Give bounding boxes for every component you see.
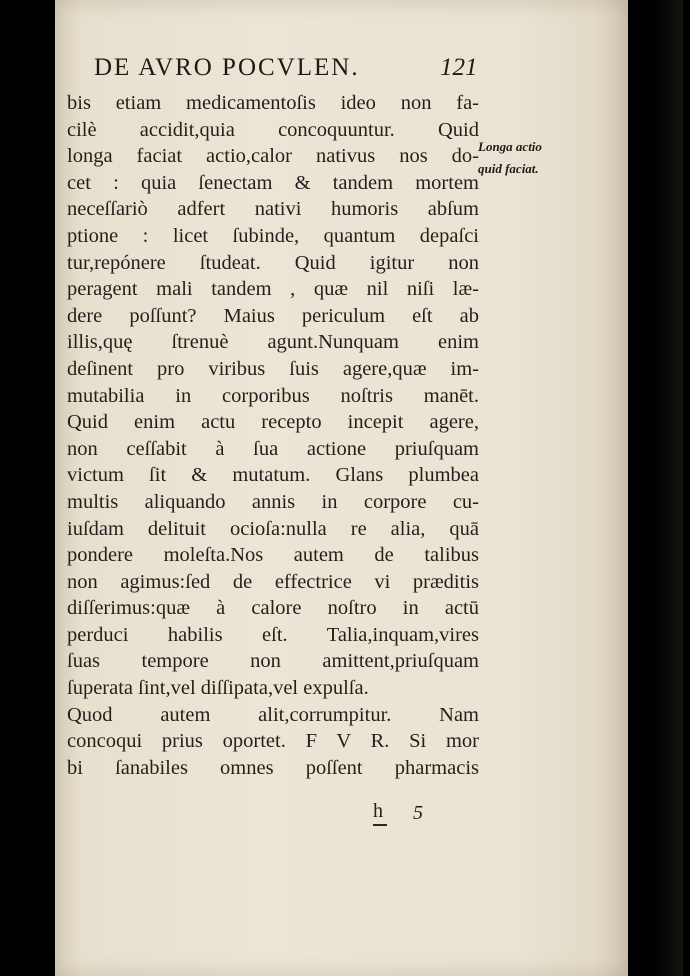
running-title: DE AVRO POCVLEN. [94, 54, 360, 81]
signature-underline [373, 824, 387, 826]
signature-number: 5 [413, 802, 423, 824]
text-line: ſuperata ſint,vel diſſipata,vel expulſa. [67, 677, 369, 700]
text-line: cilè accidit,quia concoquuntur. Quid [67, 118, 479, 141]
text-line: ptione : licet ſubinde, quantum depaſci [67, 224, 479, 247]
text-line: ſuas tempore non amittent,priuſquam [67, 650, 479, 673]
signature-letter: h [373, 800, 383, 822]
page-number: 121 [440, 54, 478, 81]
text-line: deſinent pro viribus ſuis agere,quæ im- [67, 357, 479, 380]
text-line: dere poſſunt? Maius periculum eſt ab [67, 304, 479, 327]
text-line: tur,repónere ſtudeat. Quid igitur non [67, 251, 479, 274]
page-edge-shadow [653, 0, 683, 976]
text-line: neceſſariò adfert nativi humoris abſum [67, 198, 479, 221]
text-line: Quid enim actu recepto incepit agere, [67, 411, 479, 434]
text-line: victum ſit & mutatum. Glans plumbea [67, 464, 479, 487]
text-line: mutabilia in corporibus noſtris manēt. [67, 384, 479, 407]
text-line: illis,quę ſtrenuè agunt.Nunquam enim [67, 331, 479, 354]
text-line: perduci habilis eſt. Talia,inquam,vires [67, 623, 479, 646]
text-line: Quod autem alit,corrumpitur. Nam [67, 703, 479, 726]
text-line: longa faciat actio,calor nativus nos do- [67, 145, 479, 168]
text-line: iuſdam delituit ocioſa:nulla re alia, quā [67, 517, 479, 540]
text-line: bis etiam medicamentoſis ideo non fa- [67, 92, 479, 114]
text-line: peragent mali tandem , quæ nil niſi læ- [67, 278, 479, 301]
text-line: diſſerimus:quæ à calore noſtro in actū [67, 597, 479, 620]
text-line: concoqui prius oportet. F V R. Si mor [67, 730, 479, 753]
body-text [67, 90, 479, 781]
marginal-note [478, 136, 562, 180]
marginal-note-line: quid faciat. [478, 161, 539, 176]
marginal-note-line: Longa actio [478, 139, 542, 154]
text-line: pondere moleſta.Nos autem de talibus [67, 544, 479, 567]
text-line: multis aliquando annis in corpore cu- [67, 490, 479, 513]
text-line: cet : quia ſenectam & tandem mortem [67, 171, 479, 194]
scan-border-left [0, 0, 55, 976]
text-line: non agimus:ſed de effectrice vi præditis [67, 570, 479, 593]
running-header [94, 54, 494, 88]
text-line: non ceſſabit à ſua actione priuſquam [67, 437, 479, 460]
text-line: bi ſanabiles omnes poſſent pharmacis [67, 756, 479, 779]
